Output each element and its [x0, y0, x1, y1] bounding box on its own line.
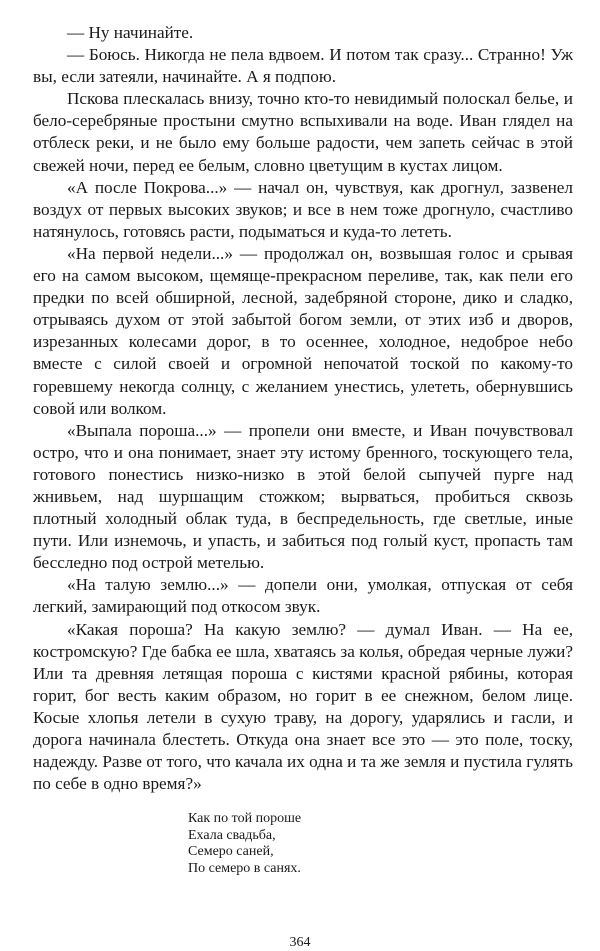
verse-line: Как по той пороше: [188, 811, 302, 827]
paragraph: «На первой недели...» — продолжал он, возвышая голос и срывая его на самом высоком, щемяще-прекрасном переливе, так, как пели его предки по всей обширной, лесной, задебряной стороне, дико и сладко, отрываясь духом от этой забытой богом земли, от этих изб и дворов, изрезанных колесами дорог, в то осеннее, холодное, недоброе небо вместе с силой своей и огромной непочатой тоской по какому-то горевшему некогда солнцу, с желанием унестись, улететь, обернувшись совой или волком.: [33, 243, 573, 418]
paragraph: «Какая пороша? На какую землю? — думал Иван. — На ее, костромскую? Где бабка ее шла, хватаясь за колья, обредая черные лужи? Или та древняя летящая пороша с кистями красной рябины, которая горит, бог весть каким образом, но горит в ее снежном, белом лице. Косые хлопья летели в сухую траву, на дорогу, ударялись и гасли, и дорога начинала блестеть. Откуда она знает все это — это поле, тоску, надежду. Разве от того, что качала их одна и та же земля и пустила гулять по себе в одно время?»: [33, 619, 573, 794]
paragraph: — Ну начинайте.: [67, 23, 194, 42]
verse-line: Ехала свадьба,: [188, 827, 276, 843]
page-number: 364: [289, 935, 311, 950]
paragraph: «Выпала пороша...» — пропели они вместе, и Иван почувствовал остро, что и она понимает, знает эту истому бренного, тоскующего тела, готового понестись низко-низко в этой белой сыпучей пурге над жнивьем, над шуршащим стожком; вырваться, пробиться сквозь плотный холодный облак туда, в беспредельность, где светлые, иные пути. Или изнемочь, и упасть, и забиться под голый куст, пропасть там бесследно под острой метелью.: [33, 420, 573, 573]
paragraph: «На талую землю...» — допели они, умолкая, отпуская от себя легкий, замирающий под откосом звук.: [33, 575, 573, 617]
verse-line: По семеро в санях.: [188, 861, 301, 877]
book-page: [33, 22, 573, 878]
verse-line: Семеро саней,: [188, 844, 274, 860]
paragraph: — Боюсь. Никогда не пела вдвоем. И потом так сразу... Странно! Уж вы, если затеяли, начинайте. А я подпою.: [33, 45, 573, 87]
paragraph: Пскова плескалась внизу, точно кто-то невидимый полоскал белье, и бело-серебряные простыни смутно вспыхивали на воде. Иван глядел на отблеск реки, и не было ему больше радости, чем запеть сейчас в этой свежей ночи, перед ее белым, словно цветущим в кустах лицом.: [33, 89, 573, 175]
verse-block: [188, 811, 573, 877]
paragraph: «А после Покрова...» — начал он, чувствуя, как дрогнул, зазвенел воздух от первых высоких звуков; и все в нем тоже дрогнуло, счастливо натянулось, готовясь расти, подыматься и куда-то лететь.: [33, 177, 573, 241]
